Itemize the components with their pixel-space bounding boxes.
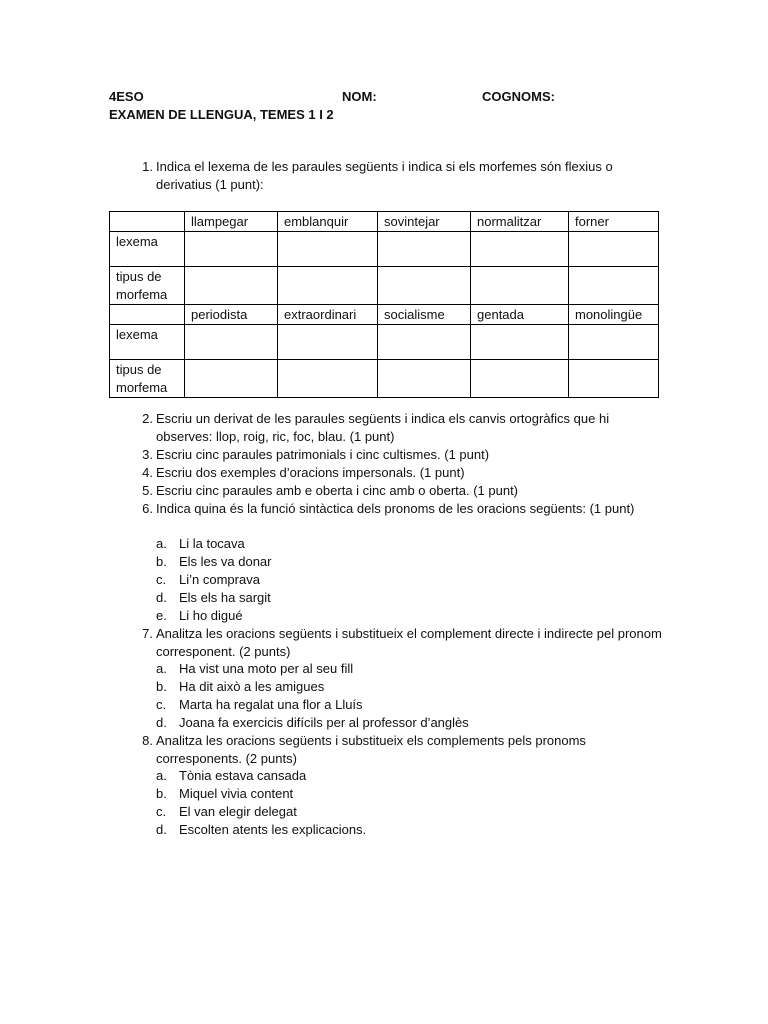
question-number: 8. [142,733,153,748]
question-number: 1. [142,159,153,174]
question-text: Escriu cinc paraules patrimonials i cinc cultismes. (1 punt) [156,447,490,462]
table-word-cell: extraordinari [278,305,378,325]
item-text: Li’n comprava [179,572,260,587]
table-word-cell: llampegar [185,212,278,232]
answer-cell[interactable] [185,325,278,360]
table-corner-cell [110,212,185,232]
item-text: Els els ha sargit [179,590,271,605]
item-text: Ha vist una moto per al seu fill [179,661,354,676]
list-item [156,821,366,839]
question-number: 2. [142,411,153,426]
list-item [156,607,243,625]
question-text: Escriu dos exemples d’oracions impersonals. (1 punt) [156,465,465,480]
list-item [156,767,306,785]
table-row [110,232,659,267]
item-text: Tònia estava cansada [179,768,307,783]
answer-cell[interactable] [471,267,569,305]
row-label-tipus [110,360,185,398]
course-label: 4ESO [109,89,144,104]
row-label-line: tipus de [116,362,162,377]
item-letter: c. [156,572,167,587]
list-item [156,696,363,714]
item-text: El van elegir delegat [179,804,297,819]
question-text: Indica quina és la funció sintàctica dels pronoms de les oracions següents: (1 punt) [156,501,635,516]
row-label-line: tipus de [116,269,162,284]
item-letter: e. [156,608,167,623]
question-number: 3. [142,447,153,462]
item-text: Li la tocava [179,536,245,551]
surname-label: COGNOMS: [482,89,555,104]
row-label-lexema: lexema [110,232,185,267]
question-number: 4. [142,465,153,480]
answer-cell[interactable] [278,232,378,267]
item-letter: a. [156,536,167,551]
item-letter: c. [156,697,167,712]
item-text: Escolten atents les explicacions. [179,822,367,837]
question-text: Analitza les oracions següents i substitueix els complements pels pronoms corresponents. (2 punts) [156,733,586,766]
table-row [110,360,659,398]
table-header-row [110,305,659,325]
table-word-cell: emblanquir [278,212,378,232]
answer-cell[interactable] [378,232,471,267]
question-text: Escriu un derivat de les paraules següents i indica els canvis ortogràfics que hi observes: llop, roig, ric, foc, blau. (1 punt) [156,411,610,444]
answer-cell[interactable] [569,267,659,305]
answer-cell[interactable] [378,360,471,398]
table-word-cell: monolingüe [569,305,659,325]
question-number: 6. [142,501,153,516]
answer-cell[interactable] [185,267,278,305]
item-letter: d. [156,715,167,730]
item-text: Miquel vivia content [179,786,294,801]
question-text: Analitza les oracions següents i substitueix el complement directe i indirecte pel pronom corresponent. (2 punts) [156,626,662,659]
table-corner-cell [110,305,185,325]
list-item [156,535,245,553]
table-word-cell: forner [569,212,659,232]
answer-cell[interactable] [378,267,471,305]
answer-cell[interactable] [569,360,659,398]
row-label-tipus [110,267,185,305]
table-row [110,267,659,305]
list-item [156,589,271,607]
exam-title: EXAMEN DE LLENGUA, TEMES 1 I 2 [109,107,334,122]
list-item [156,714,469,732]
answer-cell[interactable] [185,360,278,398]
answer-cell[interactable] [185,232,278,267]
morpheme-table [109,211,659,398]
row-label-lexema: lexema [110,325,185,360]
item-letter: a. [156,768,167,783]
item-letter: a. [156,661,167,676]
item-letter: b. [156,786,167,801]
answer-cell[interactable] [378,325,471,360]
item-letter: c. [156,804,167,819]
answer-cell[interactable] [278,360,378,398]
answer-cell[interactable] [471,232,569,267]
table-word-cell: sovintejar [378,212,471,232]
table-row [110,325,659,360]
item-letter: d. [156,822,167,837]
answer-cell[interactable] [278,267,378,305]
row-label-line: morfema [116,380,168,395]
answer-cell[interactable] [569,325,659,360]
table-word-cell: periodista [185,305,278,325]
question-text: Indica el lexema de les paraules següents i indica si els morfemes són flexius o derivatius (1 punt): [156,159,613,192]
answer-cell[interactable] [471,360,569,398]
question-number: 5. [142,483,153,498]
table-header-row [110,212,659,232]
answer-cell[interactable] [471,325,569,360]
row-label-line: morfema [116,287,168,302]
table-word-cell: normalitzar [471,212,569,232]
item-text: Marta ha regalat una flor a Lluís [179,697,363,712]
item-letter: b. [156,554,167,569]
table-word-cell: socialisme [378,305,471,325]
list-item [156,571,260,589]
item-text: Li ho digué [179,608,243,623]
question-text: Escriu cinc paraules amb e oberta i cinc amb o oberta. (1 punt) [156,483,519,498]
table-word-cell: gentada [471,305,569,325]
answer-cell[interactable] [278,325,378,360]
item-text: Joana fa exercicis difícils per al professor d’anglès [179,715,469,730]
item-letter: d. [156,590,167,605]
item-letter: b. [156,679,167,694]
list-item [156,553,272,571]
item-text: Els les va donar [179,554,272,569]
name-label: NOM: [342,89,377,104]
answer-cell[interactable] [569,232,659,267]
list-item [156,660,353,678]
list-item [156,803,297,821]
list-item [156,785,293,803]
list-item [156,678,324,696]
question-number: 7. [142,626,153,641]
item-text: Ha dit això a les amigues [179,679,325,694]
